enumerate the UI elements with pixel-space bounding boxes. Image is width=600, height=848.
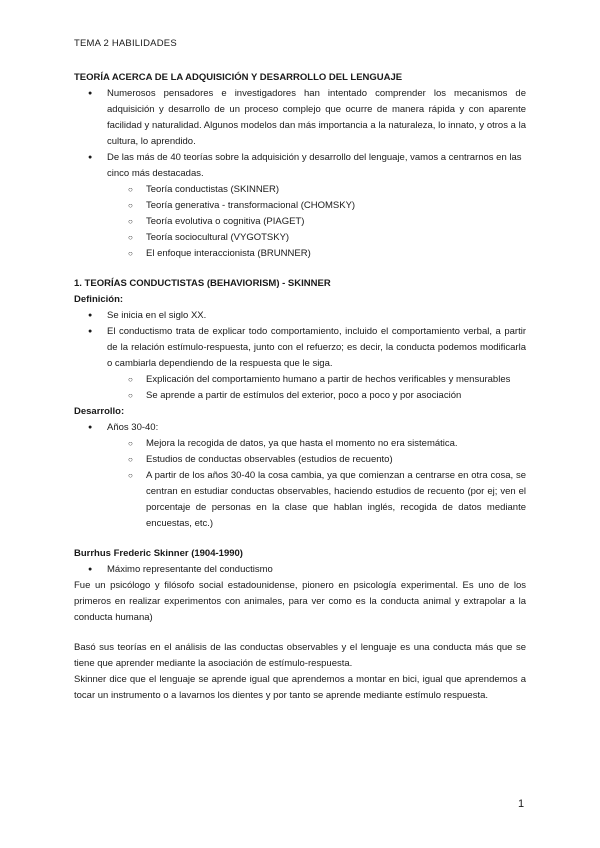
list-item: ● Se inicia en el siglo XX. <box>74 308 526 324</box>
desarrollo-sublist <box>107 436 526 532</box>
list-item: ○ Se aprende a partir de estímulos del exterior, poco a poco y por asociación <box>107 388 526 404</box>
list-item: ● Máximo representante del conductismo <box>74 562 526 578</box>
list-item-text: ● El conductismo trata de explicar todo comportamiento, incluido el comportamiento verbal, a partir de la relación estímulo-respuesta, junto con el refuerzo; es decir, la conducta podemos modificarla o cambiarla dependiendo de la respuesta que le siga. <box>107 326 526 369</box>
definicion-label: Definición: <box>74 294 124 305</box>
section-title-theories: TEORÍA ACERCA DE LA ADQUISICIÓN Y DESARROLLO DEL LENGUAJE <box>74 72 403 83</box>
document-body <box>74 70 526 704</box>
section-title-skinner: Burrhus Frederic Skinner (1904-1990) <box>74 548 243 559</box>
list-item: ○ Teoría conductistas (SKINNER) <box>107 182 526 198</box>
paragraph: Skinner dice que el lenguaje se aprende igual que aprendemos a montar en bici, igual que aprendemos a tocar un instrumento o a lavarnos los dientes y por tanto se aprende mediante estímulo respuesta. <box>74 674 526 701</box>
list-item-text: De las más de 40 teorías sobre la adquisición y desarrollo del lenguaje, vamos a centrarnos en las cinco más destacadas. <box>107 152 522 179</box>
list-item: ○ A partir de los años 30-40 la cosa cambia, ya que comienzan a centrarse en otra cosa, se centran en estudiar conductas observables, haciendo estudios de recuento (por ej; ven el porcentaje de personas en la clase que hablan inglés, recogida de datos mediante encuestas, etc.) <box>107 468 526 532</box>
list-item: ○ Mejora la recogida de datos, ya que hasta el momento no era sistemática. <box>107 436 526 452</box>
list-item: ○ Explicación del comportamiento humano a partir de hechos verificables y mensurables <box>107 372 526 388</box>
list-item: ○ Teoría sociocultural (VYGOTSKY) <box>107 230 526 246</box>
skinner-list <box>74 562 526 578</box>
list-item: ○ El enfoque interaccionista (BRUNNER) <box>107 246 526 262</box>
definicion-sublist <box>107 372 526 404</box>
list-item-text: Años 30-40: <box>107 422 159 433</box>
theories-sublist <box>107 182 526 262</box>
list-item: ○ Teoría generativa - transformacional (CHOMSKY) <box>107 198 526 214</box>
page-header: TEMA 2 HABILIDADES <box>74 38 177 49</box>
page-number: 1 <box>518 798 525 810</box>
list-item <box>74 324 526 404</box>
list-item: ● Numerosos pensadores e investigadores han intentado comprender los mecanismos de adquisición y desarrollo de un proceso complejo que ocurre de manera rápida y con aparente facilidad y naturalidad. Algunos modelos dan más importancia a la naturaleza, lo innato, y otros a la cultura, lo aprendido. <box>74 86 526 150</box>
definicion-list <box>74 308 526 404</box>
list-item <box>74 420 526 532</box>
section-title-behaviorism: 1. TEORÍAS CONDUCTISTAS (BEHAVIORISM) - SKINNER <box>74 278 331 289</box>
list-item <box>74 150 526 262</box>
paragraph: Basó sus teorías en el análisis de las conductas observables y el lenguaje es una conducta más que se tiene que aprender mediante la asociación de estímulo-respuesta. <box>74 642 526 669</box>
intro-bullet-list <box>74 86 526 262</box>
list-item: ○ Teoría evolutiva o cognitiva (PIAGET) <box>107 214 526 230</box>
desarrollo-label: Desarrollo: <box>74 406 125 417</box>
paragraph: Fue un psicólogo y filósofo social estadounidense, pionero en psicología experimental. Es uno de los primeros en realizar experimentos con animales, para ver como es la conducta animal y extrapolar a la conducta humana) <box>74 580 526 623</box>
desarrollo-list <box>74 420 526 532</box>
list-item: ○ Estudios de conductas observables (estudios de recuento) <box>107 452 526 468</box>
